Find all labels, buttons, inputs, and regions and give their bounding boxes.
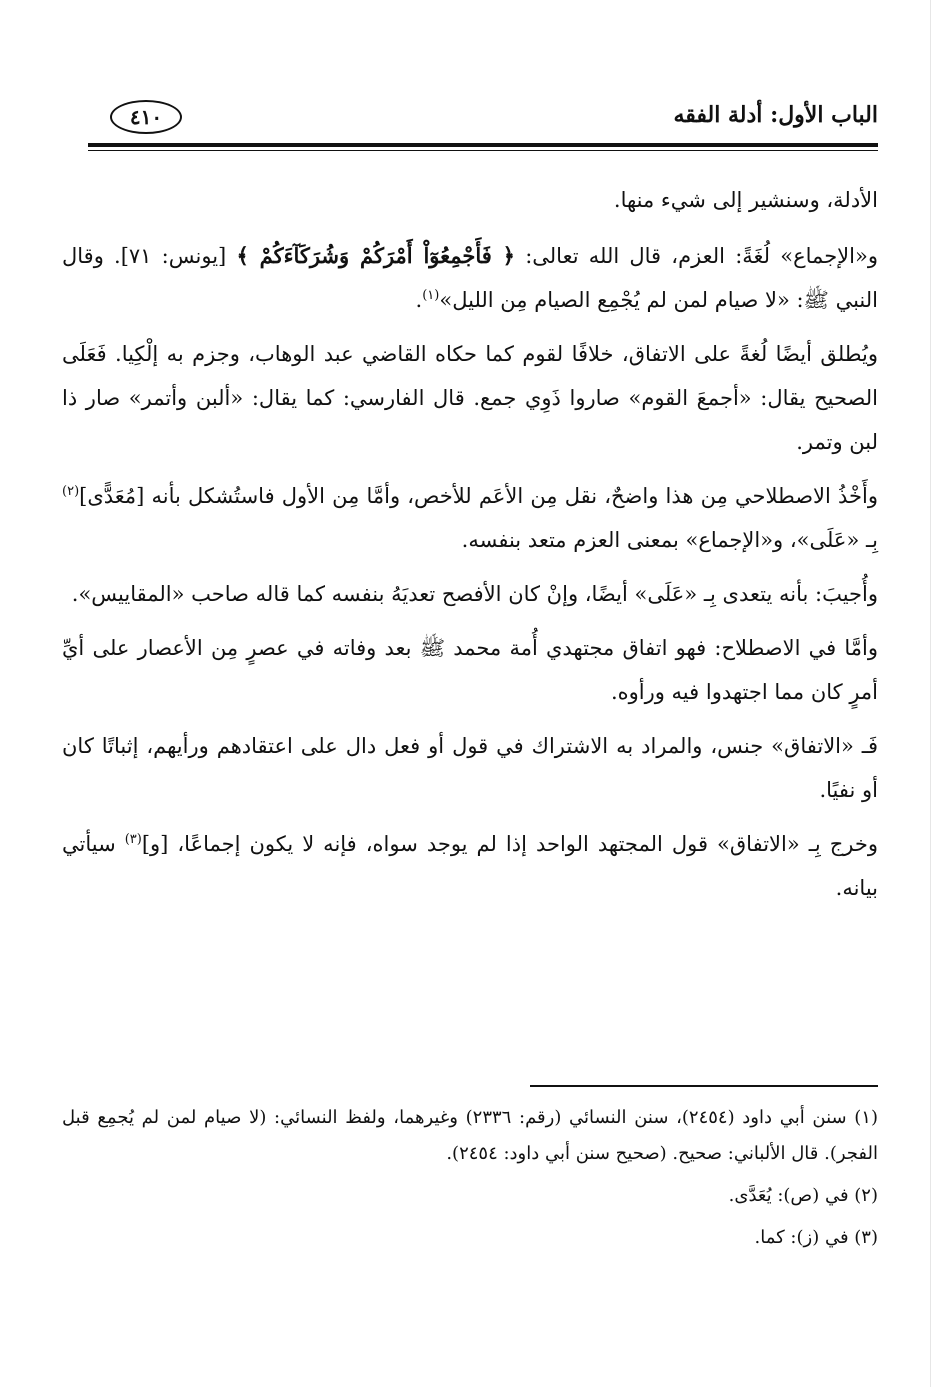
main-text <box>62 178 878 920</box>
paragraph-text: . <box>415 288 423 312</box>
paragraph-text: فَـ «الاتفاق» جنس، والمراد به الاشتراك في قول أو فعل دال على اعتقادهم ورأيهم، إثباتًا كان أو نفيًا. <box>62 734 878 802</box>
page-header <box>88 98 878 142</box>
paragraph-text: وأمَّا في الاصطلاح: فهو اتفاق مجتهدي أُمة محمد ﷺ بعد وفاته في عصرٍ مِن الأعصار على أيِّ أمرٍ كان مما اجتهدوا فيه ورأوه. <box>62 636 878 704</box>
footnote-separator <box>530 1085 878 1087</box>
running-head: الباب الأول: أدلة الفقه <box>673 102 878 128</box>
paragraph-text: بِـ «عَلَى»، و«الإجماع» بمعنى العزم متعد بنفسه. <box>461 528 878 552</box>
footnote: (٢) في (ص): يُعَدَّى. <box>728 1185 878 1206</box>
header-rule-thin <box>88 150 878 151</box>
paragraph-text: سيأتي بيانه. <box>62 832 878 900</box>
paragraph-text: الأدلة، وسنشير إلى شيء منها. <box>613 188 878 212</box>
paragraph-text: [يونس: ٧١]. وقال النبي ﷺ: «لا صيام لمن لم يُجْمِع الصيام مِن الليل» <box>62 244 878 312</box>
paragraph <box>62 724 878 812</box>
page-edge-line <box>930 0 931 1387</box>
header-rule <box>88 143 878 147</box>
paragraph-text: و«الإجماع» لُغَةً: العزم، قال الله تعالى: <box>515 244 878 268</box>
page-number: ٤١٠ <box>110 100 182 134</box>
paragraph <box>62 572 878 616</box>
paragraph <box>62 234 878 322</box>
paragraph <box>62 178 878 222</box>
footnote-ref: (٢) <box>62 484 80 499</box>
footnote: (٣) في (ز): كما. <box>754 1227 878 1248</box>
footnotes <box>62 1100 878 1262</box>
footnote-ref: (١) <box>422 288 440 303</box>
paragraph <box>62 626 878 714</box>
paragraph-text: وخرج بِـ «الاتفاق» قول المجتهد الواحد إذا لم يوجد سواه، فإنه لا يكون إجماعًا، [و] <box>141 832 878 856</box>
quran-verse: ﴿ فَأَجْمِعُوٓاْ أَمْرَكُمْ وَشُرَكَآءَكُمْ ﴾ <box>236 243 515 268</box>
paragraph-text: وأُجيبَ: بأنه يتعدى بِـ «عَلَى» أيضًا، وإنْ كان الأفصح تعديَهُ بنفسه كما قاله صاحب «المقاييس». <box>71 582 878 606</box>
paragraph-text: ويُطلق أيضًا لُغةً على الاتفاق، خلافًا لقوم كما حكاه القاضي عبد الوهاب، وجزم به إلْكِيا. فَعَلَى الصحيح يقال: «أجمعَ القوم» صاروا ذَوِي جمع. قال الفارسي: كما يقال: «ألبن وأتمر» صار ذا لبن وتمر. <box>62 342 878 454</box>
footnote: (١) سنن أبي داود (٢٤٥٤)، سنن النسائي (رقم: ٢٣٣٦) وغيرهما، ولفظ النسائي: (لا صيام لمن لم يُجمِع قبل الفجر). قال الألباني: صحيح. (صحيح سنن أبي داود: ٢٤٥٤). <box>62 1107 878 1164</box>
paragraph <box>62 332 878 464</box>
paragraph-text: وأَخْذُ الاصطلاحي مِن هذا واضحٌ، نقل مِن الأعَم للأخص، وأمَّا مِن الأول فاستُشكل بأنه [مُعَدًّى] <box>79 484 878 508</box>
paragraph <box>62 474 878 562</box>
footnote-ref: (٣) <box>124 832 142 847</box>
paragraph <box>62 822 878 910</box>
